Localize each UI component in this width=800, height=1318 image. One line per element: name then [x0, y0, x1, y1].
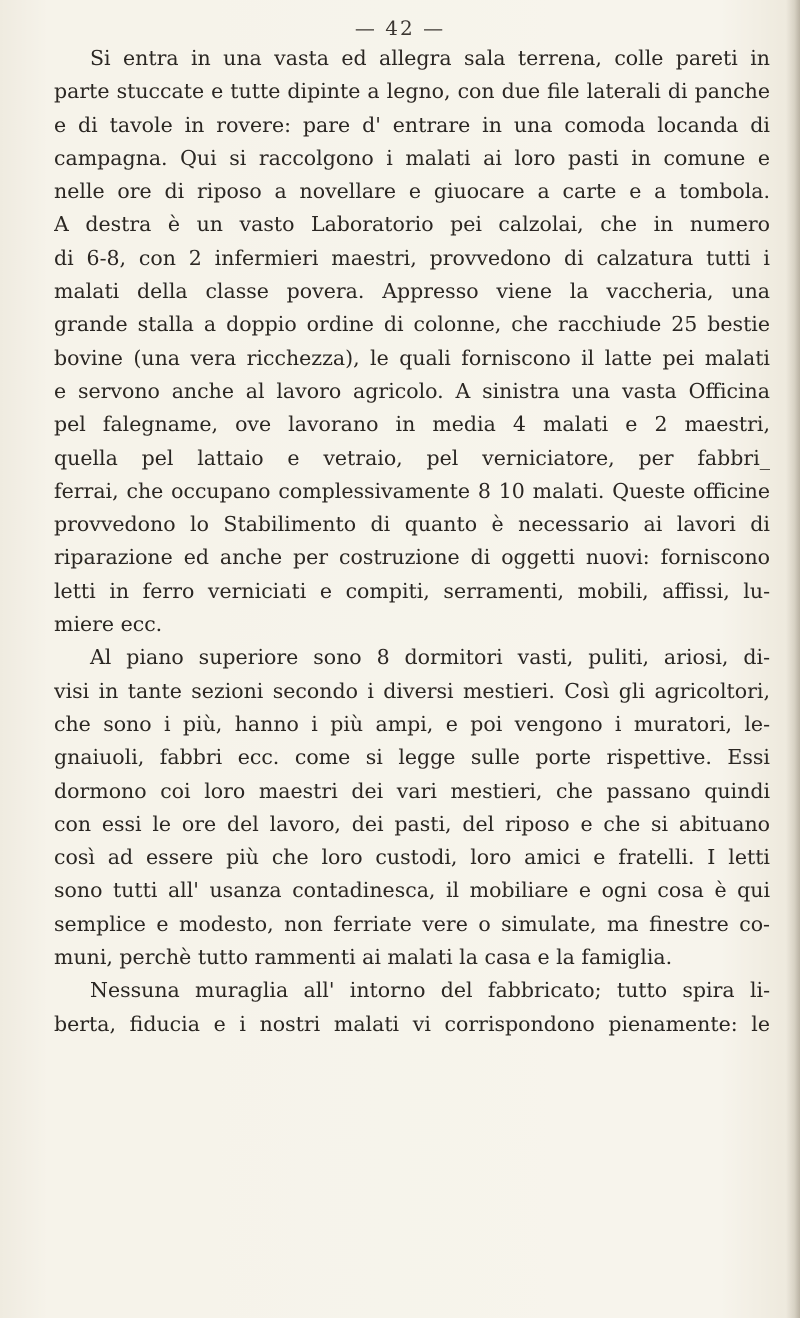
text-line: letti in ferro verniciati e compiti, serramenti, mobili, affissi, lu-	[54, 578, 770, 603]
text-line: Nessuna muraglia all' intorno del fabbricato; tutto spira li-	[90, 978, 770, 1003]
text-line: quella pel lattaio e vetraio, pel verniciatore, per fabbri_	[54, 445, 770, 470]
text-line: riparazione ed anche per costruzione di oggetti nuovi: forniscono	[54, 545, 770, 570]
text-line: di 6-8, con 2 infermieri maestri, provvedono di calzatura tutti i	[54, 245, 770, 270]
text-line: nelle ore di riposo a novellare e giuocare a carte e a tombola.	[54, 179, 770, 204]
text-line: semplice e modesto, non ferriate vere o simulate, ma finestre co-	[54, 911, 770, 936]
paragraph-1	[54, 42, 770, 641]
text-line: e di tavole in rovere: pare d' entrare in una comoda locanda di	[54, 112, 770, 137]
paragraph-2	[54, 641, 770, 974]
text-line: Al piano superiore sono 8 dormitori vasti, puliti, ariosi, di-	[90, 645, 770, 670]
text-line: muni, perchè tutto rammenti ai malati la casa e la famiglia.	[54, 945, 673, 970]
text-line: grande stalla a doppio ordine di colonne, che racchiude 25 bestie	[54, 312, 770, 337]
text-line: berta, fiducia e i nostri malati vi corrispondono pienamente: le	[54, 1011, 770, 1036]
text-line: provvedono lo Stabilimento di quanto è necessario ai lavori di	[54, 512, 770, 537]
text-line: dormono coi loro maestri dei vari mestieri, che passano quindi	[54, 778, 770, 803]
text-line: malati della classe povera. Appresso viene la vaccheria, una	[54, 279, 770, 304]
text-line: con essi le ore del lavoro, dei pasti, del riposo e che si abituano	[54, 811, 770, 836]
text-line: così ad essere più che loro custodi, loro amici e fratelli. I letti	[54, 845, 770, 870]
text-line: gnaiuoli, fabbri ecc. come si legge sulle porte rispettive. Essi	[54, 745, 770, 770]
page-number: — 42 —	[354, 16, 446, 40]
text-line: e servono anche al lavoro agricolo. A sinistra una vasta Officina	[54, 378, 770, 403]
text-line: campagna. Qui si raccolgono i malati ai loro pasti in comune e	[54, 145, 770, 170]
text-line: A destra è un vasto Laboratorio pei calzolai, che in numero	[54, 212, 770, 237]
body-text	[54, 42, 770, 1041]
text-line: Si entra in una vasta ed allegra sala terrena, colle pareti in	[90, 46, 770, 70]
text-line: miere ecc.	[54, 612, 163, 637]
page-edge-shadow	[786, 0, 800, 1318]
text-line: sono tutti all' usanza contadinesca, il mobiliare e ogni cosa è qui	[54, 878, 770, 903]
paragraph-3	[54, 974, 770, 1041]
text-line: ferrai, che occupano complessivamente 8 10 malati. Queste officine	[54, 478, 770, 503]
text-line: visi in tante sezioni secondo i diversi mestieri. Così gli agricoltori,	[54, 678, 770, 703]
text-line: bovine (una vera ricchezza), le quali forniscono il latte pei malati	[54, 345, 770, 370]
text-line: che sono i più, hanno i più ampi, e poi vengono i muratori, le-	[54, 711, 770, 736]
text-line: pel falegname, ove lavorano in media 4 malati e 2 maestri,	[54, 412, 770, 437]
text-line: parte stuccate e tutte dipinte a legno, con due file laterali di panche	[54, 79, 770, 104]
